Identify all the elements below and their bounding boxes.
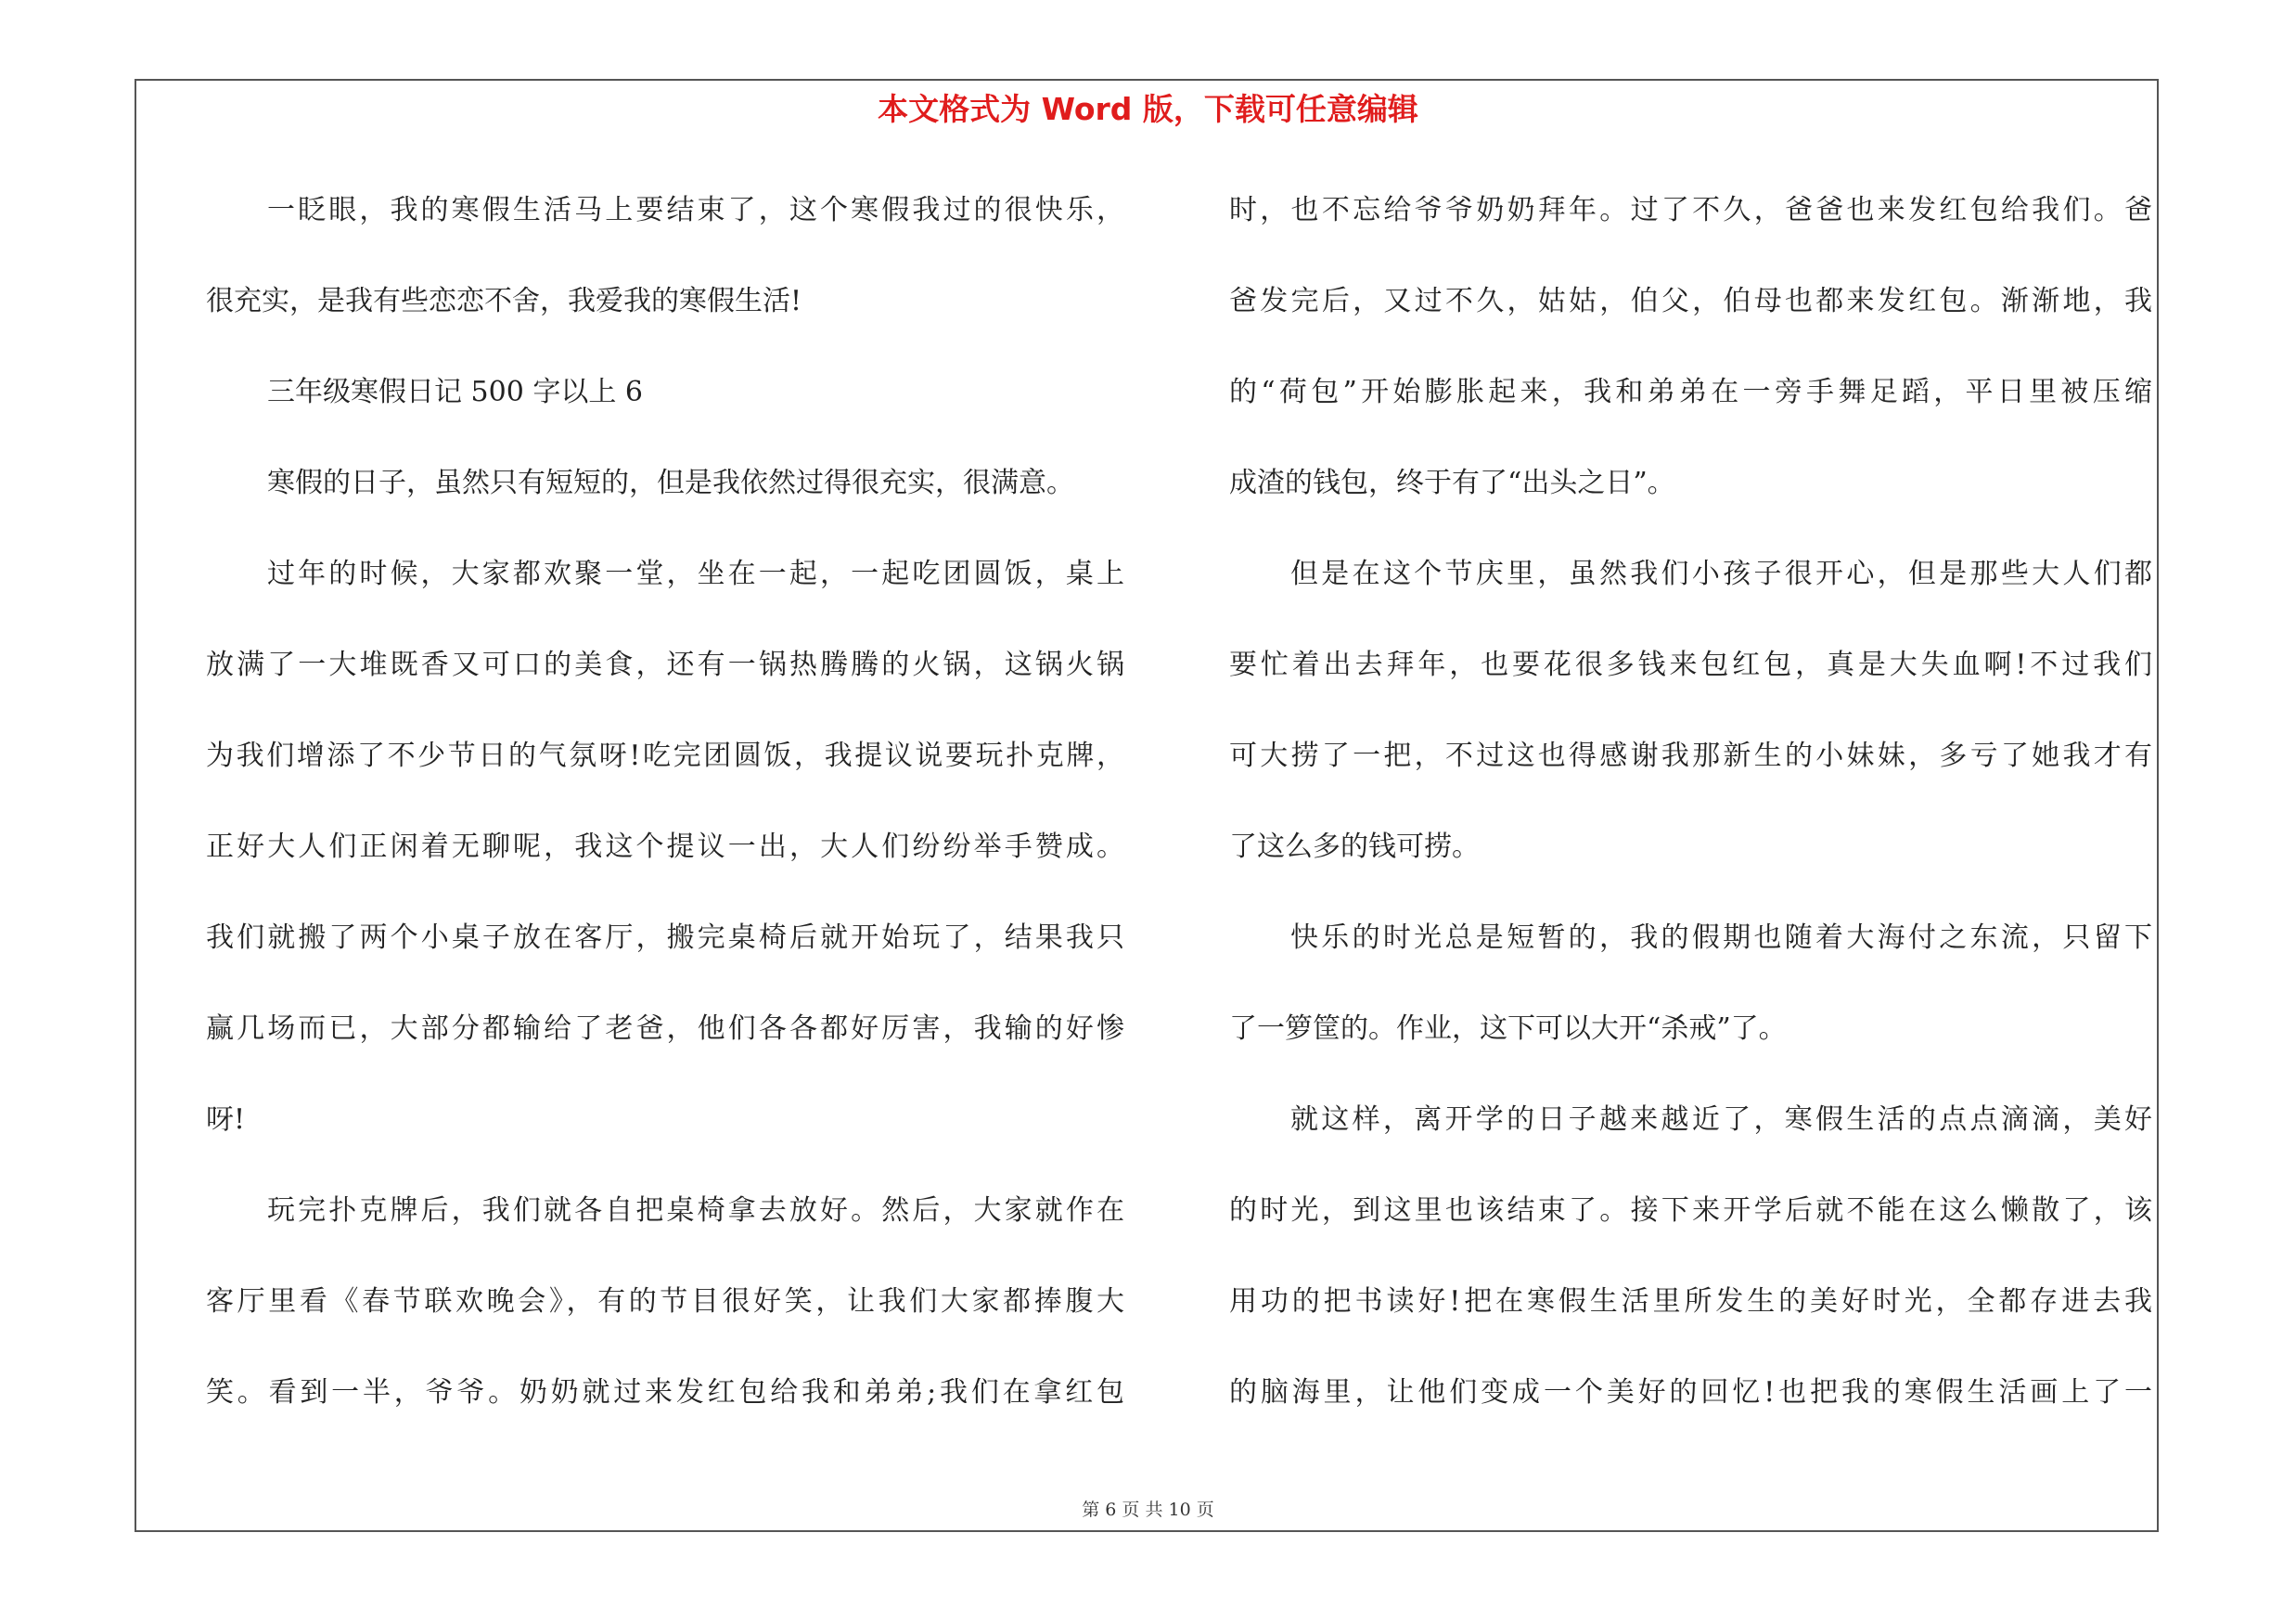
text-line: 可大捞了一把，不过这也得感谢我那新生的小妹妹，多亏了她我才有 (1229, 740, 2152, 772)
text-line: 了一箩筐的。作业，这下可以大开“杀戒”了。 (1229, 1012, 1787, 1045)
text-line: 一眨眼，我的寒假生活马上要结束了，这个寒假我过的很快乐， (267, 194, 1124, 226)
text-line: 正好大人们正闲着无聊呢，我这个提议一出，大人们纷纷举手赞成。 (206, 831, 1124, 863)
text-line: 笑。看到一半，爷爷。奶奶就过来发红包给我和弟弟;我们在拿红包 (206, 1376, 1124, 1409)
text-line: 玩完扑克牌后，我们就各自把桌椅拿去放好。然后，大家就作在 (267, 1194, 1124, 1227)
text-line: 要忙着出去拜年，也要花很多钱来包红包，真是大失血啊!不过我们 (1229, 649, 2152, 681)
text-line: 赢几场而已，大部分都输给了老爸，他们各各都好厉害，我输的好惨 (206, 1012, 1124, 1045)
watermark-header: 本文格式为 Word 版，下载可任意编辑 (878, 91, 1418, 127)
text-line: 就这样，离开学的日子越来越近了，寒假生活的点点滴滴，美好 (1290, 1103, 2152, 1136)
text-line: 三年级寒假日记 500 字以上 6 (267, 376, 643, 408)
text-line: 呀! (206, 1103, 246, 1136)
text-line: 的脑海里，让他们变成一个美好的回忆!也把我的寒假生活画上了一 (1229, 1376, 2152, 1409)
text-line: 快乐的时光总是短暂的，我的假期也随着大海付之东流，只留下 (1290, 921, 2152, 954)
text-line: 我们就搬了两个小桌子放在客厅，搬完桌椅后就开始玩了，结果我只 (206, 921, 1124, 954)
page-number-footer: 第 6 页 共 10 页 (1082, 1500, 1214, 1520)
text-line: 客厅里看《春节联欢晚会》，有的节目很好笑，让我们大家都捧腹大 (206, 1285, 1124, 1318)
text-line: 的“荷包”开始膨胀起来，我和弟弟在一旁手舞足蹈，平日里被压缩 (1229, 376, 2152, 408)
text-line: 寒假的日子，虽然只有短短的，但是我依然过得很充实，很满意。 (267, 467, 1074, 499)
text-line: 但是在这个节庆里，虽然我们小孩子很开心，但是那些大人们都 (1290, 558, 2152, 590)
text-line: 放满了一大堆既香又可口的美食，还有一锅热腾腾的火锅，这锅火锅 (206, 649, 1124, 681)
text-line: 的时光，到这里也该结束了。接下来开学后就不能在这么懒散了，该 (1229, 1194, 2152, 1227)
text-line: 爸发完后，又过不久，姑姑，伯父，伯母也都来发红包。渐渐地，我 (1229, 285, 2152, 317)
text-line: 成渣的钱包，终于有了“出头之日”。 (1229, 467, 1675, 499)
text-line: 了这么多的钱可捞。 (1229, 831, 1480, 863)
text-line: 为我们增添了不少节日的气氛呀!吃完团圆饭，我提议说要玩扑克牌， (206, 740, 1124, 772)
text-line: 时，也不忘给爷爷奶奶拜年。过了不久，爸爸也来发红包给我们。爸 (1229, 194, 2152, 226)
text-line: 很充实，是我有些恋恋不舍，我爱我的寒假生活! (206, 285, 802, 317)
text-line: 过年的时候，大家都欢聚一堂，坐在一起，一起吃团圆饭，桌上 (267, 558, 1124, 590)
text-line: 用功的把书读好!把在寒假生活里所发生的美好时光，全都存进去我 (1229, 1285, 2152, 1318)
